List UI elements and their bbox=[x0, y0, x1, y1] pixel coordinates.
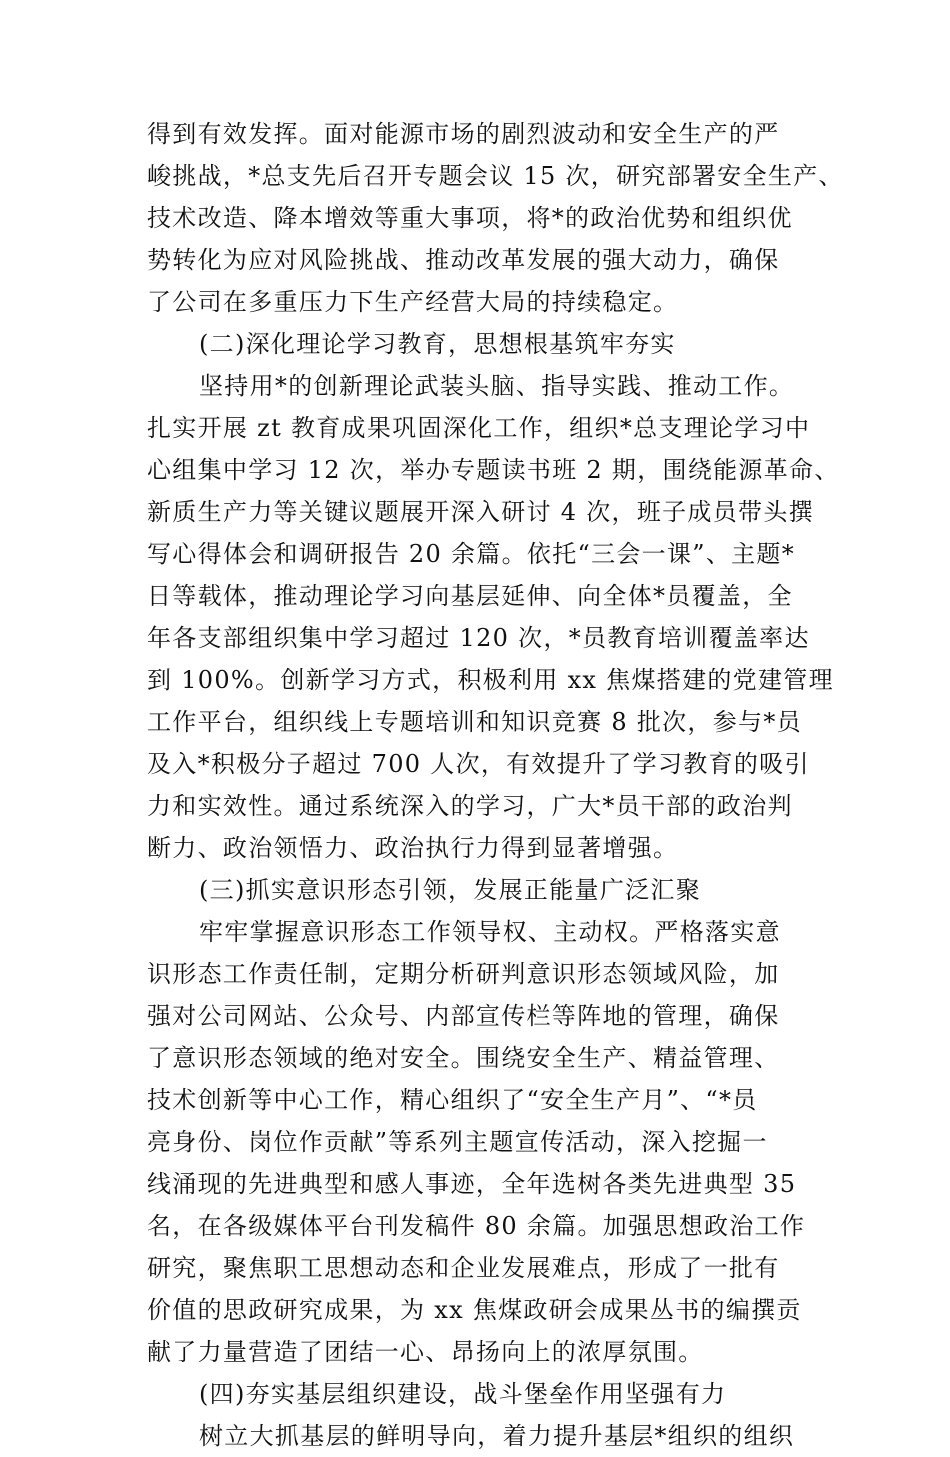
paragraph-line: 及入*积极分子超过 700 人次，有效提升了学习教育的吸引 bbox=[147, 750, 810, 778]
section-heading: (三)抓实意识形态引领，发展正能量广泛汇聚 bbox=[199, 876, 702, 904]
paragraph-line: 了公司在多重压力下生产经营大局的持续稳定。 bbox=[147, 288, 679, 316]
paragraph-line: 树立大抓基层的鲜明导向，着力提升基层*组织的组织 bbox=[199, 1422, 795, 1450]
paragraph-line: 技术创新等中心工作，精心组织了“安全生产月”、“*员 bbox=[147, 1086, 758, 1114]
paragraph-line: 献了力量营造了团结一心、昂扬向上的浓厚氛围。 bbox=[147, 1338, 704, 1366]
paragraph-line: 了意识形态领域的绝对安全。围绕安全生产、精益管理、 bbox=[147, 1044, 780, 1072]
paragraph-line: 新质生产力等关键议题展开深入研讨 4 次，班子成员带头撰 bbox=[147, 498, 814, 526]
paragraph-line: 线涌现的先进典型和感人事迹，全年选树各类先进典型 35 bbox=[147, 1170, 797, 1198]
paragraph-line: 强对公司网站、公众号、内部宣传栏等阵地的管理，确保 bbox=[147, 1002, 780, 1030]
document-body bbox=[147, 113, 844, 1457]
paragraph-line: 年各支部组织集中学习超过 120 次，*员教育培训覆盖率达 bbox=[147, 624, 810, 652]
paragraph-line: 力和实效性。通过系统深入的学习，广大*员干部的政治判 bbox=[147, 792, 793, 820]
paragraph-line: 断力、政治领悟力、政治执行力得到显著增强。 bbox=[147, 834, 679, 862]
paragraph-line: 到 100%。创新学习方式，积极利用 xx 焦煤搭建的党建管理 bbox=[147, 666, 834, 694]
paragraph-line: 写心得体会和调研报告 20 余篇。依托“三会一课”、主题* bbox=[147, 540, 796, 568]
paragraph-line: 扎实开展 zt 教育成果巩固深化工作，组织*总支理论学习中 bbox=[147, 414, 811, 442]
paragraph-line: 日等载体，推动理论学习向基层延伸、向全体*员覆盖，全 bbox=[147, 582, 793, 610]
paragraph-line: 峻挑战，*总支先后召开专题会议 15 次，研究部署安全生产、 bbox=[147, 162, 844, 190]
paragraph-line: 得到有效发挥。面对能源市场的剧烈波动和安全生产的严 bbox=[147, 120, 780, 148]
paragraph-line: 工作平台，组织线上专题培训和知识竞赛 8 批次，参与*员 bbox=[147, 708, 802, 736]
paragraph-line: 亮身份、岗位作贡献”等系列主题宣传活动，深入挖掘一 bbox=[147, 1128, 768, 1156]
paragraph-line: 研究，聚焦职工思想动态和企业发展难点，形成了一批有 bbox=[147, 1254, 780, 1282]
paragraph-line: 技术改造、降本增效等重大事项，将*的政治优势和组织优 bbox=[147, 204, 793, 232]
paragraph-line: 名，在各级媒体平台刊发稿件 80 余篇。加强思想政治工作 bbox=[147, 1212, 806, 1240]
paragraph-line: 牢牢掌握意识形态工作领导权、主动权。严格落实意 bbox=[199, 918, 781, 946]
paragraph-line: 势转化为应对风险挑战、推动改革发展的强大动力，确保 bbox=[147, 246, 780, 274]
section-heading: (四)夯实基层组织建设，战斗堡垒作用坚强有力 bbox=[199, 1380, 727, 1408]
paragraph-line: 心组集中学习 12 次，举办专题读书班 2 期，围绕能源革命、 bbox=[147, 456, 840, 484]
paragraph-line: 识形态工作责任制，定期分析研判意识形态领域风险，加 bbox=[147, 960, 780, 988]
paragraph-line: 价值的思政研究成果，为 xx 焦煤政研会成果丛书的编撰贡 bbox=[147, 1296, 802, 1324]
paragraph-line: 坚持用*的创新理论武装头脑、指导实践、推动工作。 bbox=[199, 372, 795, 400]
section-heading: (二)深化理论学习教育，思想根基筑牢夯实 bbox=[199, 330, 676, 358]
